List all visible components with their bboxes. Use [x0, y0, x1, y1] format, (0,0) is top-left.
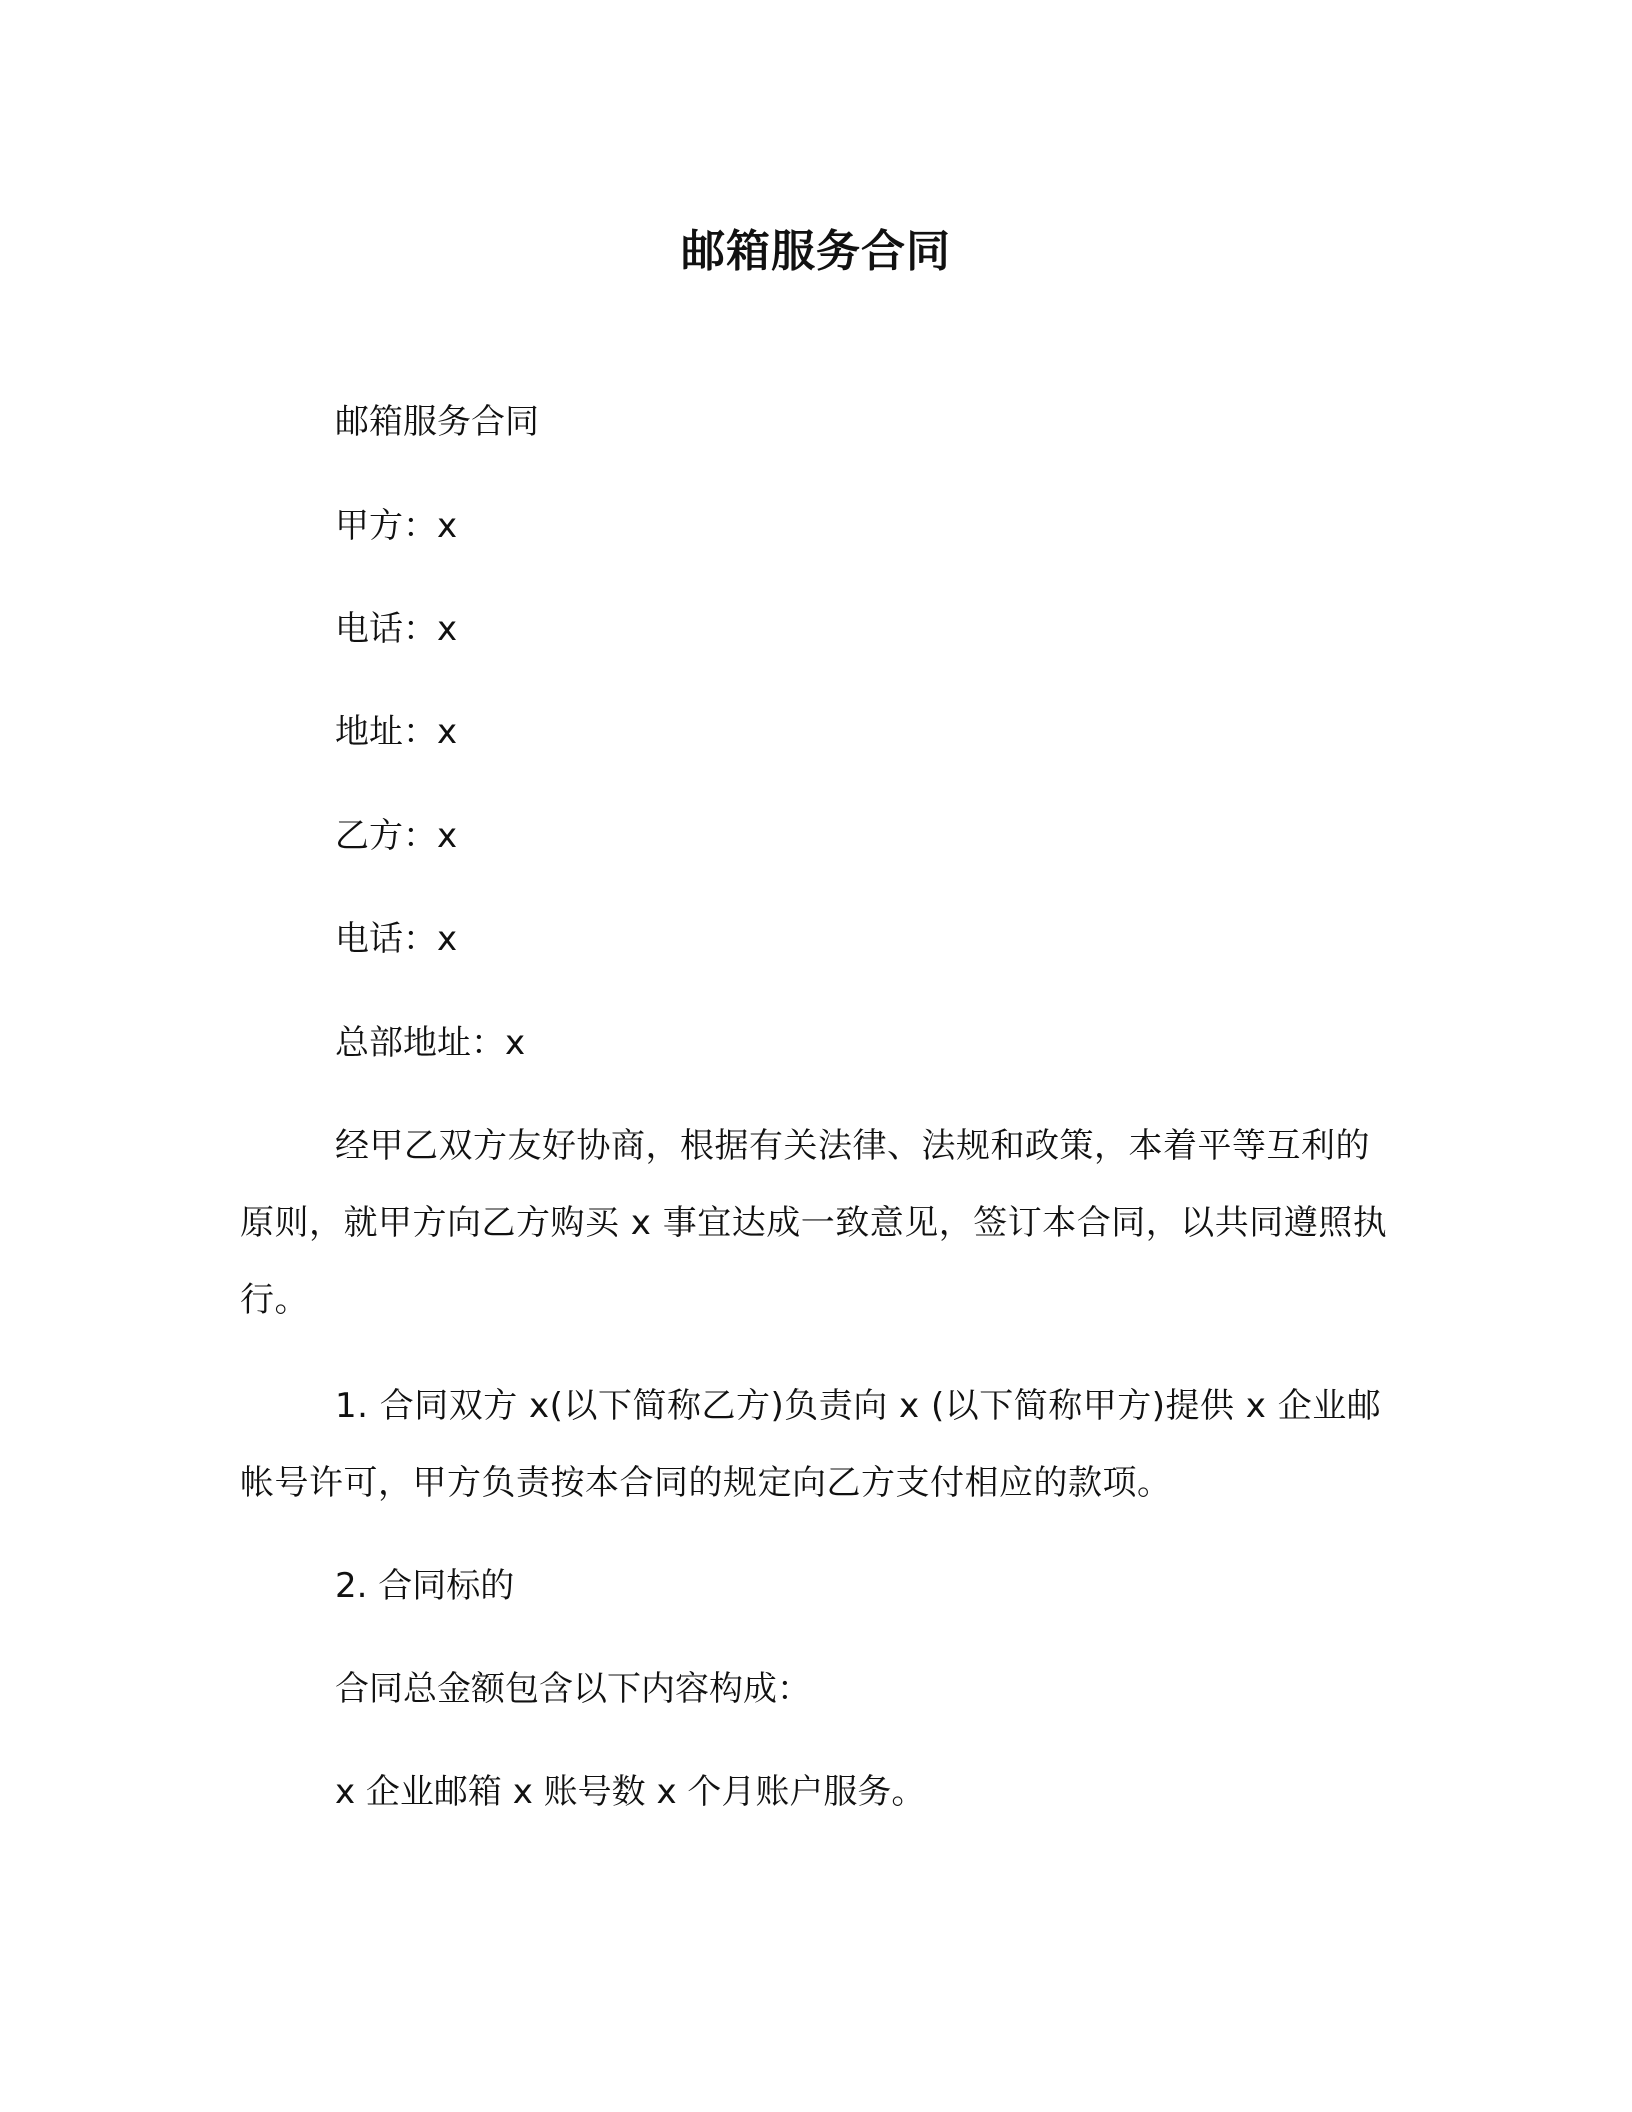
- party-a-phone-field: 电话：x: [335, 609, 458, 649]
- party-b-hq-address-field: 总部地址：x: [335, 1023, 526, 1063]
- clause-2-line-2: x 企业邮箱 x 账号数 x 个月账户服务。: [335, 1772, 926, 1812]
- contract-heading: 邮箱服务合同: [335, 402, 539, 442]
- clause-2-heading: 2. 合同标的: [335, 1566, 515, 1606]
- intro-paragraph: 经甲乙双方友好协商，根据有关法律、法规和政策，本着平等互利的原则，就甲方向乙方购买 x 事宜达成一致意见，签订本合同，以共同遵照执行。: [240, 1126, 1388, 1320]
- clause-2-line-1: 合同总金额包含以下内容构成：: [335, 1669, 811, 1709]
- party-b-field: 乙方：x: [335, 816, 458, 856]
- clause-1-paragraph: 1. 合同双方 x(以下简称乙方)负责向 x (以下简称甲方)提供 x 企业邮帐号许可，甲方负责按本合同的规定向乙方支付相应的款项。: [240, 1386, 1382, 1503]
- document-title: 邮箱服务合同: [681, 226, 951, 277]
- party-b-phone-field: 电话：x: [335, 919, 458, 959]
- party-a-field: 甲方：x: [335, 506, 458, 546]
- party-a-address-field: 地址：x: [335, 712, 458, 752]
